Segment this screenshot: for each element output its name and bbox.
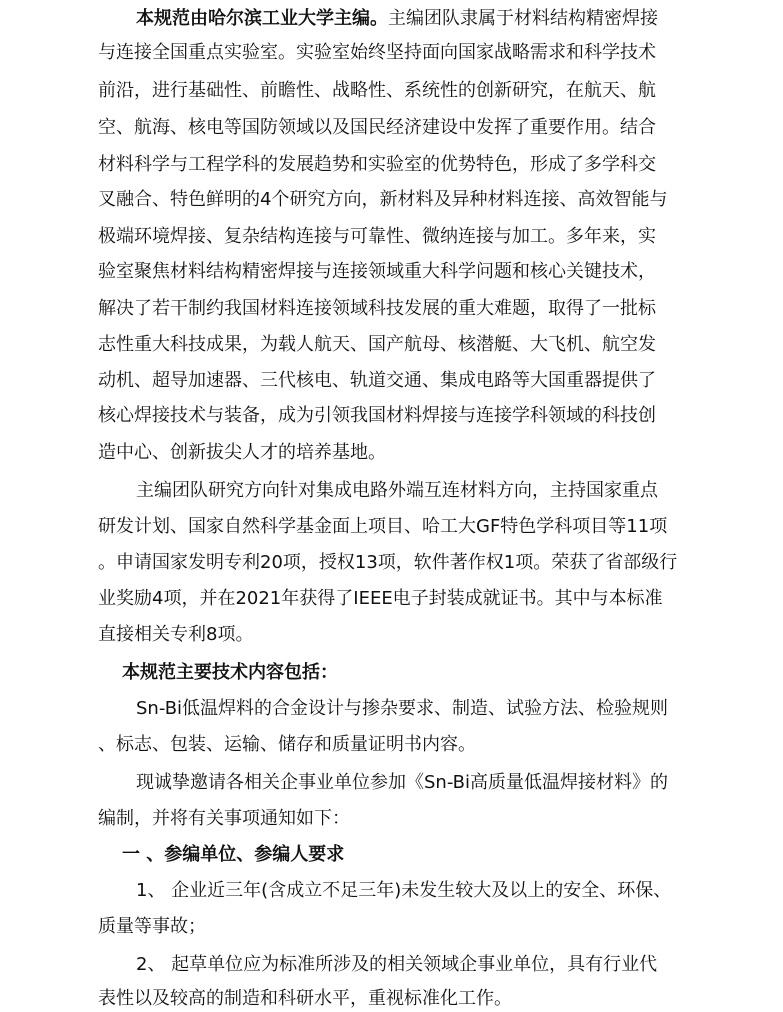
- intro-line-11: 动机、超导加速器、三代核电、轨道交通、集成电路等大国重器提供了: [98, 370, 656, 391]
- team-line-1: 主编团队研究方向针对集成电路外端互连材料方向，主持国家重点: [136, 480, 658, 501]
- intro-line-13: 造中心、创新拔尖人才的培养基地。: [98, 442, 386, 463]
- content-line-1: Sn-Bi低温焊料的合金设计与掺杂要求、制造、试验方法、检验规则: [136, 698, 669, 719]
- intro-line-10: 志性重大科技成果，为载人航天、国产航母、核潜艇、大飞机、航空发: [98, 334, 656, 355]
- intro-line-7: 极端环境焊接、复杂结构连接与可靠性、微纳连接与加工。多年来，实: [98, 226, 656, 247]
- intro-line-5: 材料科学与工程学科的发展趋势和实验室的优势特色，形成了多学科交: [98, 154, 656, 175]
- intro-line-1-text: 主编团队隶属于材料结构精密焊接: [388, 8, 658, 29]
- intro-line-6: 叉融合、特色鲜明的4个研究方向，新材料及异种材料连接、高效智能与: [98, 189, 668, 210]
- section-heading: 一 、参编单位、参编人要求: [122, 844, 345, 865]
- team-line-3: 。申请国家发明专利20项，授权13项，软件著作权1项。荣获了省部级行: [98, 552, 678, 573]
- intro-line-1: [136, 6, 736, 32]
- content-heading: 本规范主要技术内容包括：: [122, 662, 338, 683]
- team-line-5: 直接相关专利8项。: [98, 624, 254, 645]
- item2-line-1: 2、 起草单位应为标准所涉及的相关领域企事业单位，具有行业代: [136, 954, 658, 975]
- item1-line-1: 1、 企业近三年(含成立不足三年)未发生较大及以上的安全、环保、: [136, 880, 672, 901]
- intro-line-12: 核心焊接技术与装备，成为引领我国材料焊接与连接学科领域的科技创: [98, 405, 656, 426]
- invite-line-1: 现诚挚邀请各相关企事业单位参加《Sn-Bi高质量低温焊接材料》的: [136, 772, 669, 793]
- invite-line-2: 编制，并将有关事项通知如下：: [98, 808, 350, 829]
- intro-line-3: 前沿，进行基础性、前瞻性、战略性、系统性的创新研究，在航天、航: [98, 80, 656, 101]
- intro-line-2: 与连接全国重点实验室。实验室始终坚持面向国家战略需求和科学技术: [98, 42, 656, 63]
- content-line-2: 、标志、包装、运输、储存和质量证明书内容。: [98, 734, 476, 755]
- team-line-4: 业奖励4项，并在2021年获得了IEEE电子封装成就证书。其中与本标准: [98, 588, 663, 609]
- intro-lead: 本规范由哈尔滨工业大学主编。: [136, 8, 388, 29]
- team-line-2: 研发计划、国家自然科学基金面上项目、哈工大GF特色学科项目等11项: [98, 516, 668, 537]
- intro-line-4: 空、航海、核电等国防领域以及国民经济建设中发挥了重要作用。结合: [98, 117, 656, 138]
- intro-line-8: 验室聚焦材料结构精密焊接与连接领域重大科学问题和核心关键技术，: [98, 261, 656, 282]
- item1-line-2: 质量等事故；: [98, 916, 206, 937]
- intro-line-9: 解决了若干制约我国材料连接领域科技发展的重大难题，取得了一批标: [98, 298, 656, 319]
- item2-line-2: 表性以及较高的制造和科研水平，重视标准化工作。: [98, 988, 512, 1009]
